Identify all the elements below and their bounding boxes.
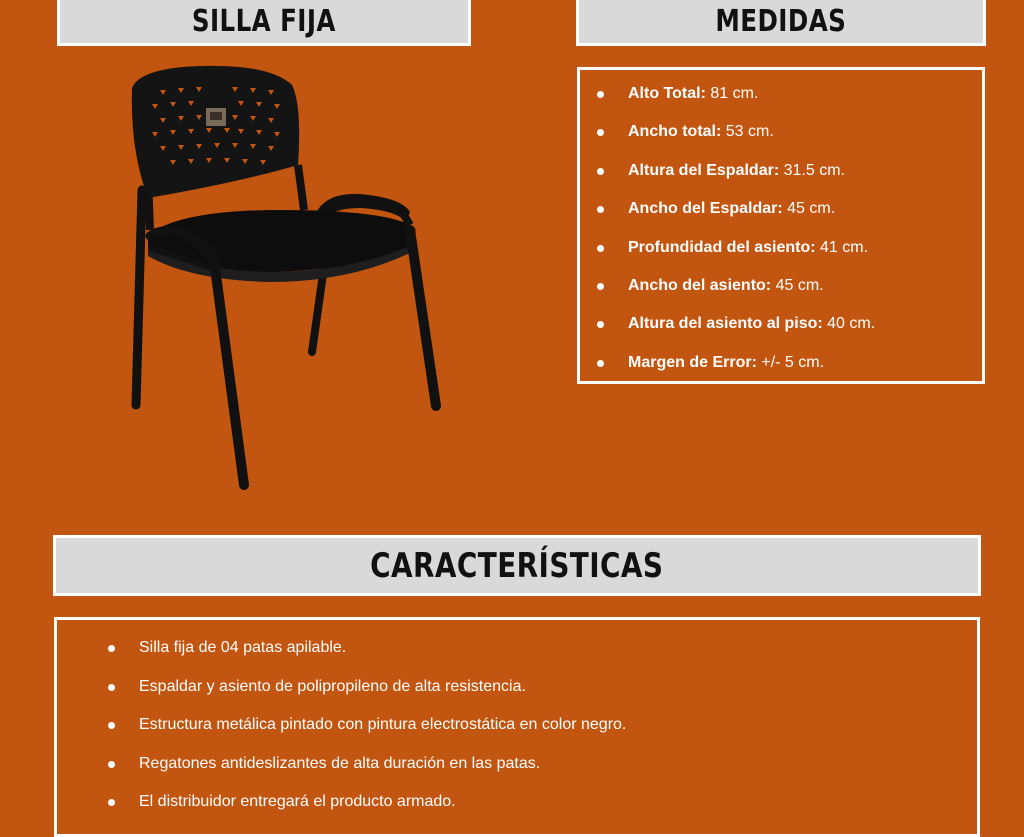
measure-label: Ancho total: bbox=[628, 123, 722, 141]
feature-text: Regatones antideslizantes de alta duración en las patas. bbox=[139, 754, 541, 772]
bullet-icon bbox=[597, 245, 604, 252]
bullet-icon bbox=[108, 799, 115, 806]
measure-value: 45 cm. bbox=[771, 276, 824, 294]
bullet-icon bbox=[597, 283, 604, 290]
measure-item bbox=[580, 199, 982, 237]
measure-value: 41 cm. bbox=[815, 238, 869, 256]
measures-box bbox=[577, 67, 985, 384]
measure-value: 53 cm. bbox=[721, 123, 774, 141]
measure-value: +/- 5 cm. bbox=[756, 353, 825, 371]
measure-item bbox=[580, 161, 982, 199]
chair-image bbox=[120, 60, 450, 495]
features-box bbox=[54, 617, 980, 837]
bullet-icon bbox=[108, 684, 115, 691]
features-title-banner bbox=[53, 535, 981, 596]
feature-item bbox=[57, 792, 977, 831]
measure-label: Profundidad del asiento: bbox=[628, 238, 816, 256]
bullet-icon bbox=[597, 321, 604, 328]
feature-text: Silla fija de 04 patas apilable. bbox=[139, 639, 347, 656]
measure-value: 31.5 cm. bbox=[779, 161, 845, 179]
feature-text: Estructura metálica pintado con pintura electrostática en color negro. bbox=[139, 716, 627, 733]
measures-title-banner bbox=[576, 0, 986, 46]
measure-item bbox=[580, 314, 982, 352]
measure-label: Ancho del Espaldar: bbox=[628, 200, 783, 218]
feature-item bbox=[57, 754, 977, 793]
measure-label: Margen de Error: bbox=[628, 353, 757, 371]
measure-label: Alto Total: bbox=[628, 85, 706, 102]
bullet-icon bbox=[108, 761, 115, 768]
bullet-icon bbox=[108, 645, 115, 652]
feature-text: Espaldar y asiento de polipropileno de alta resistencia. bbox=[139, 677, 526, 695]
measure-item bbox=[580, 84, 982, 122]
bullet-icon bbox=[597, 91, 604, 98]
feature-item bbox=[57, 638, 977, 677]
measure-item bbox=[580, 122, 982, 160]
bullet-icon bbox=[108, 722, 115, 729]
measure-item bbox=[580, 353, 982, 391]
measures-list bbox=[580, 70, 982, 391]
feature-text: El distribuidor entregará el producto armado. bbox=[139, 793, 456, 810]
measure-value: 81 cm. bbox=[705, 85, 759, 102]
feature-item bbox=[57, 715, 977, 754]
measure-item bbox=[580, 238, 982, 276]
measure-item bbox=[580, 276, 982, 314]
features-title: CARACTERÍSTICAS bbox=[370, 545, 664, 586]
bullet-icon bbox=[597, 168, 604, 175]
product-title: SILLA FIJA bbox=[191, 3, 337, 39]
measure-value: 40 cm. bbox=[822, 315, 876, 333]
measure-label: Altura del Espaldar: bbox=[628, 161, 780, 179]
product-title-banner bbox=[57, 0, 471, 46]
features-list bbox=[57, 620, 977, 831]
measure-label: Altura del asiento al piso: bbox=[628, 315, 823, 333]
measure-value: 45 cm. bbox=[782, 200, 836, 218]
measure-label: Ancho del asiento: bbox=[628, 276, 772, 294]
feature-item bbox=[57, 677, 977, 716]
measures-title: MEDIDAS bbox=[715, 3, 847, 39]
bullet-icon bbox=[597, 206, 604, 213]
bullet-icon bbox=[597, 360, 604, 367]
bullet-icon bbox=[597, 129, 604, 136]
